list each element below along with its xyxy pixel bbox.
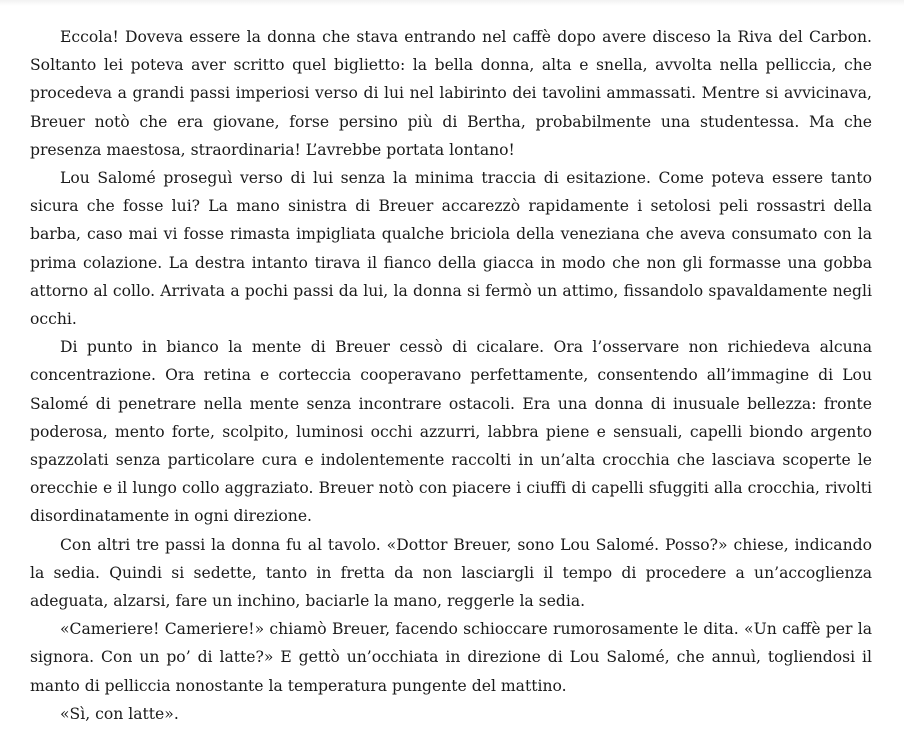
paragraph-2: Lou Salomé proseguì verso di lui senza la minima traccia di esitazione. Come poteva essere tanto sicura che fosse lui? La mano sinistra di Breuer accarezzò rapidamente i setolosi peli rossastri della barba, caso mai vi fosse rimasta impigliata qualche briciola della veneziana che aveva consumato con la prima colazione. La destra intanto tirava il fianco della giacca in modo che non gli formasse una gobba attorno al collo. Arrivata a pochi passi da lui, la donna si fermò un attimo, fissandolo spavaldamente negli occhi. [30,169,872,329]
page-body [30,23,872,728]
paragraph-5: «Cameriere! Cameriere!» chiamò Breuer, facendo schioccare rumorosamente le dita. «Un caffè per la signora. Con un po’ di latte?» E gettò un’occhiata in direzione di Lou Salomé, che annuì, togliendosi il manto di pelliccia nonostante la temperatura pungente del mattino. [30,620,872,695]
paragraph-4: Con altri tre passi la donna fu al tavolo. «Dottor Breuer, sono Lou Salomé. Posso?» chiese, indicando la sedia. Quindi si sedette, tanto in fretta da non lasciargli il tempo di procedere a un’accoglienza adeguata, alzarsi, fare un inchino, baciarle la mano, reggerle la sedia. [30,535,872,611]
paragraph-6: «Sì, con latte». [60,704,179,723]
page-top-shadow [0,0,904,6]
paragraph-3: Di punto in bianco la mente di Breuer cessò di cicalare. Ora l’osservare non richiedeva alcuna concentrazione. Ora retina e corteccia cooperavano perfettamente, consentendo all’immagine di Lou Salomé di penetrare nella mente senza incontrare ostacoli. Era una donna di inusuale bellezza: fronte poderosa, mento forte, scolpito, luminosi occhi azzurri, labbra piene e sensuali, capelli biondo argento spazzolati senza particolare cura e indolentemente raccolti in un’alta crocchia che lasciava scoperte le orecchie e il lungo collo aggraziato. Breuer notò con piacere i ciuffi di capelli sfuggiti alla crocchia, rivolti disordinatamente in ogni direzione. [30,338,872,526]
paragraph-1: Eccola! Doveva essere la donna che stava entrando nel caffè dopo avere disceso la Riva del Carbon. Soltanto lei poteva aver scritto quel biglietto: la bella donna, alta e snella, avvolta nella pelliccia, che procedeva a grandi passi imperiosi verso di lui nel labirinto dei tavolini ammassati. Mentre si avvicinava, Breuer notò che era giovane, forse persino più di Bertha, probabilmente una studentessa. Ma che presenza maestosa, straordinaria! L’avrebbe portata lontano! [30,28,872,159]
